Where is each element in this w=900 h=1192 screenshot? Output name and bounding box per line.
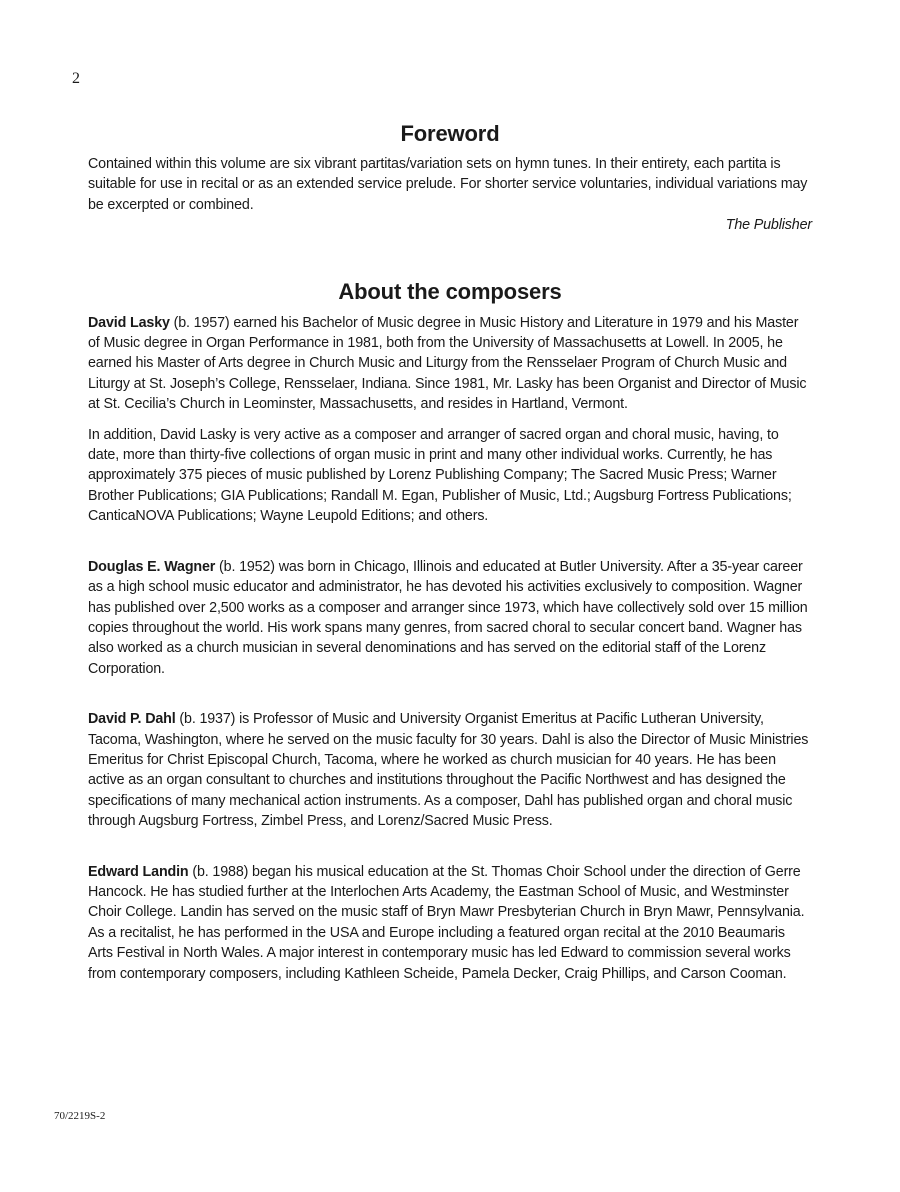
bio-landin-text: (b. 1988) began his musical education at the St. Thomas Choir School under the direction of Gerre Hancock. He has studied further at the Interlochen Arts Academy, the Eastman School of Music, and Westminster Choir College. Landin has served on the music staff of Bryn Mawr Presbyterian Church in Bryn Mawr, Pennsylvania. As a recitalist, he has performed in the USA and Europe including a featured organ recital at the 2010 Beaumaris Arts Festival in North Wales. A major interest in contemporary music has led Edward to commission several works from contemporary composers, including Kathleen Scheide, Pamela Decker, Craig Phillips, and Carson Cooman.	[88, 863, 805, 982]
composer-name-landin: Edward Landin	[88, 863, 189, 880]
foreword-attribution: The Publisher	[725, 217, 812, 234]
composer-name-lasky: David Lasky	[88, 314, 170, 331]
page-content	[88, 118, 812, 994]
composers-heading: About the composers	[338, 278, 562, 304]
bio-wagner-text: (b. 1952) was born in Chicago, Illinois and educated at Butler University. After a 35-year career as a high school music educator and administrator, he has devoted his activities exclusively to composition. Wagner has published over 2,500 works as a composer and arranger since 1973, which have collectively sold over 15 million copies throughout the world. His work spans many genres, from sacred choral to secular concert band. Wagner has also worked as a church musician in several denominations and has served on the editorial staff of the Lorenz Corporation.	[88, 558, 808, 677]
bio-lasky	[88, 313, 812, 415]
composer-name-wagner: Douglas E. Wagner	[88, 558, 216, 575]
composer-name-dahl: David P. Dahl	[88, 711, 176, 728]
bio-landin	[88, 862, 812, 984]
page-number: 2	[72, 70, 80, 87]
catalog-number: 70/2219S-2	[54, 1110, 106, 1122]
bio-wagner	[88, 557, 812, 679]
bio-dahl-text: (b. 1937) is Professor of Music and University Organist Emeritus at Pacific Lutheran University, Tacoma, Washington, where he served on the music faculty for 30 years. Dahl is also the Director of Music Ministries Emeritus for Christ Episcopal Church, Tacoma, where he worked as church musician for 40 years. He has been active as an organ consultant to churches and institutions throughout the Pacific Northwest and has designed the specifications of many mechanical action instruments. As a composer, Dahl has published organ and choral music through Augsburg Fortress, Zimbel Press, and Lorenz/Sacred Music Press.	[88, 711, 809, 830]
bio-dahl	[88, 709, 812, 831]
foreword-heading: Foreword	[400, 121, 500, 146]
bio-lasky-continued: In addition, David Lasky is very active as a composer and arranger of sacred organ and choral music, having, to date, more than thirty-five collections of organ music in print and many other individual works. Currently, he has approximately 375 pieces of music published by Lorenz Publishing Company; The Sacred Music Press; Warner Brother Publications; GIA Publications; Randall M. Egan, Publisher of Music, Ltd.; Augsburg Fortress Publications; CanticaNOVA Publications; Wayne Leupold Editions; and others.	[88, 426, 792, 525]
foreword-text: Contained within this volume are six vibrant partitas/variation sets on hymn tunes. In their entirety, each partita is suitable for use in recital or as an extended service prelude. For shorter service voluntaries, individual variations may be excerpted or combined.	[88, 156, 808, 213]
bio-lasky-text: (b. 1957) earned his Bachelor of Music degree in Music History and Literature in 1979 and his Master of Music degree in Organ Performance in 1981, both from the University of Massachusetts at Lowell. In 2005, he earned his Master of Arts degree in Church Music and Liturgy from the Rensselaer Program of Church Music and Liturgy at St. Joseph’s College, Rensselaer, Indiana. Since 1981, Mr. Lasky has been Organist and Director of Music at St. Cecilia’s Church in Leominster, Massachusetts, and resides in Hartland, Vermont.	[88, 314, 807, 413]
